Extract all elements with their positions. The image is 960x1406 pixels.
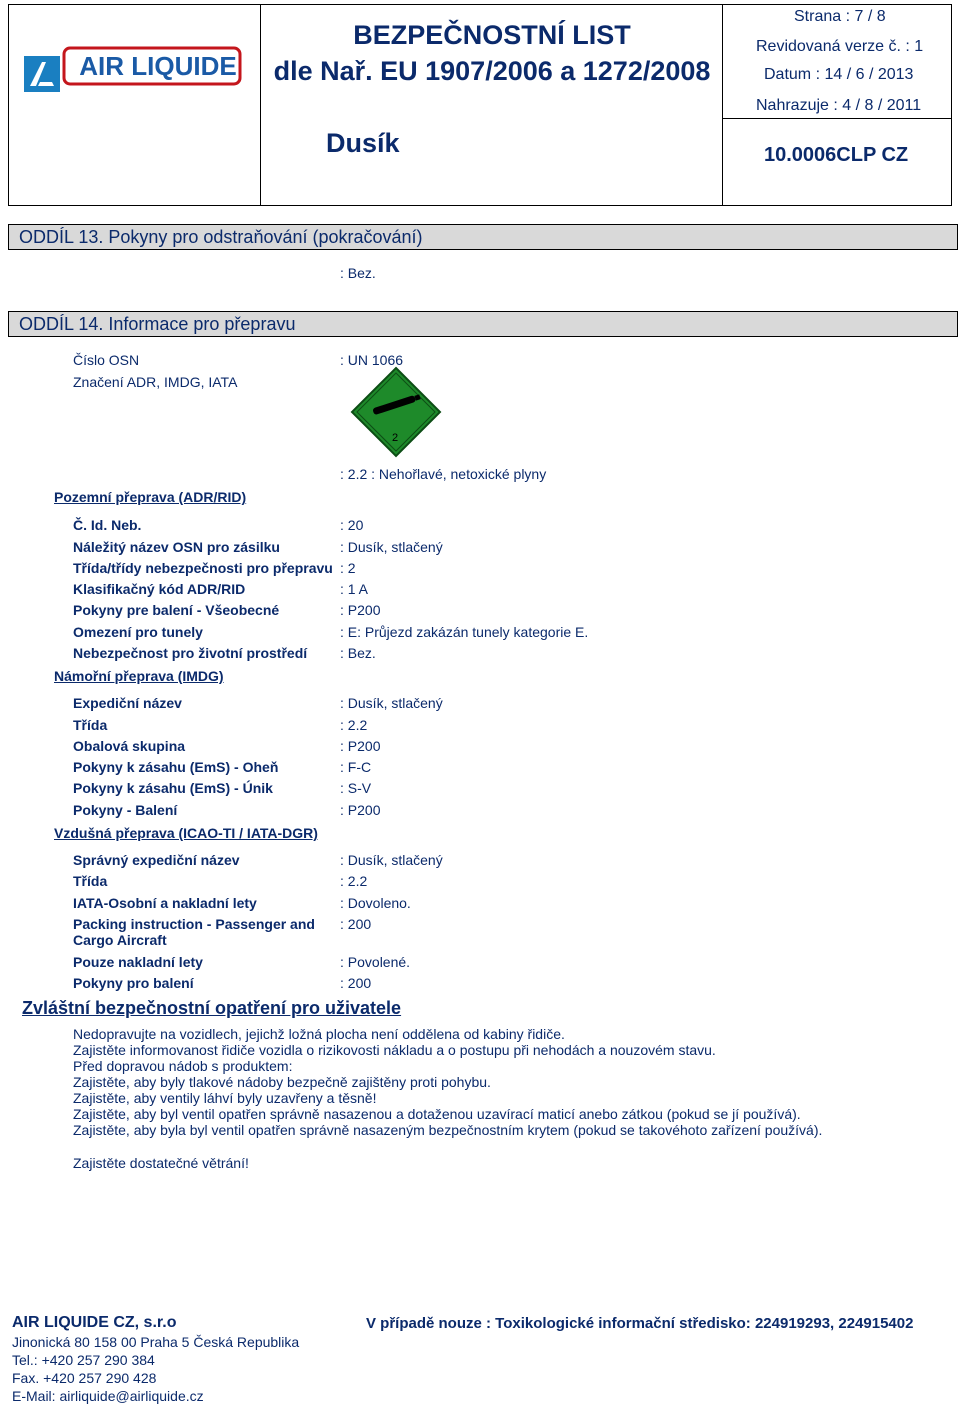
precaution-line: Zajistěte, aby ventily láhví byly uzavřeny a těsně!	[73, 1090, 377, 1106]
precaution-line: Zajistěte, aby byly tlakové nádoby bezpečně zajištěny proti pohybu.	[73, 1074, 491, 1090]
iata-label: Packing instruction - Passenger and	[73, 916, 315, 932]
adr-label: Omezení pro tunely	[73, 624, 203, 640]
header-divider	[722, 4, 723, 206]
iata-label: Správný expediční název	[73, 852, 240, 868]
replaces-date: Nahrazuje : 4 / 8 / 2011	[756, 97, 922, 114]
un-number-label: Číslo OSN	[73, 352, 140, 368]
section-13-heading: ODDÍL 13. Pokyny pro odstraňování (pokračování)	[8, 224, 958, 250]
imdg-value: : P200	[340, 802, 381, 818]
section-14-heading: ODDÍL 14. Informace pro přepravu	[8, 311, 958, 337]
adr-label: Náležitý název OSN pro zásilku	[73, 539, 280, 555]
adr-label: Č. Id. Neb.	[73, 517, 142, 533]
revision-number: Revidovaná verze č. : 1	[756, 38, 924, 55]
marking-label: Značení ADR, IMDG, IATA	[73, 374, 238, 390]
document-title: BEZPEČNOSTNÍ LIST	[353, 20, 631, 50]
imdg-label: Obalová skupina	[73, 738, 186, 754]
section-13-value: : Bez.	[340, 265, 376, 281]
footer-email: E-Mail: airliquide@airliquide.cz	[12, 1388, 204, 1404]
imdg-value: : S-V	[340, 780, 372, 796]
adr-value: : P200	[340, 602, 381, 618]
adr-label: Pokyny pre balení - Všeobecné	[73, 602, 280, 618]
iata-label: Pouze nakladní lety	[73, 954, 203, 970]
imdg-value: : 2.2	[340, 717, 368, 733]
iata-label: Pokyny pro balení	[73, 975, 194, 991]
precaution-line: Zajistěte, aby byl ventil opatřen správně nasazenou a dotaženou uzavírací maticí anebo zátkou (pokud se jí používá).	[73, 1106, 801, 1122]
adr-label: Klasifikačný kód ADR/RID	[73, 581, 246, 597]
imdg-value: : Dusík, stlačený	[340, 695, 443, 711]
iata-value: : 200	[340, 916, 372, 932]
diamond-class-number: 2	[392, 432, 399, 444]
logo-text: AIR LIQUIDE	[79, 51, 237, 81]
adr-value: : Bez.	[340, 645, 376, 661]
imdg-label: Expediční název	[73, 695, 182, 711]
footer-company: AIR LIQUIDE CZ, s.r.o	[12, 1314, 177, 1331]
iata-label-continued: Cargo Aircraft	[73, 932, 167, 948]
adr-value: : 2	[340, 560, 356, 576]
footer-fax: Fax. +420 257 290 428	[12, 1370, 157, 1386]
iata-value: : Dovoleno.	[340, 895, 411, 911]
imdg-label: Pokyny k zásahu (EmS) - Oheň	[73, 759, 279, 775]
imdg-value: : F-C	[340, 759, 372, 775]
precaution-line: Zajistěte informovanost řidiče vozidla o rizikovosti nákladu a o postupu při nehodách a nouzovém stavu.	[73, 1042, 716, 1058]
header-divider	[260, 4, 261, 206]
iata-heading: Vzdušná přeprava (ICAO-TI / IATA-DGR)	[54, 825, 318, 841]
imdg-heading: Námořní přeprava (IMDG)	[54, 668, 224, 684]
page-number: Strana : 7 / 8	[794, 8, 886, 25]
imdg-label: Pokyny - Balení	[73, 802, 178, 818]
adr-label: Třída/třídy nebezpečnosti pro přepravu	[73, 560, 333, 576]
footer-address: Jinonická 80 158 00 Praha 5 Česká Republika	[12, 1334, 300, 1350]
product-name: Dusík	[326, 128, 400, 158]
adr-label: Nebezpečnost pro životní prostředí	[73, 645, 308, 661]
special-precautions-heading: Zvláštní bezpečnostní opatření pro uživatele	[22, 998, 402, 1018]
hazard-label-diamond	[350, 366, 442, 458]
iata-label: IATA-Osobní a nakladní lety	[73, 895, 257, 911]
adr-value: : 1 A	[340, 581, 369, 597]
adr-heading: Pozemní přeprava (ADR/RID)	[54, 489, 247, 505]
marking-value: : 2.2 : Nehořlavé, netoxické plyny	[340, 466, 547, 482]
adr-value: : Dusík, stlačený	[340, 539, 443, 555]
footer-phone: Tel.: +420 257 290 384	[12, 1352, 155, 1368]
company-logo	[20, 32, 250, 102]
iata-value: : 2.2	[340, 873, 368, 889]
revision-date: Datum : 14 / 6 / 2013	[764, 66, 914, 83]
iata-value: : Dusík, stlačený	[340, 852, 443, 868]
iata-value: : 200	[340, 975, 372, 991]
adr-value: : 20	[340, 517, 364, 533]
un-number-value: : UN 1066	[340, 352, 404, 368]
footer-emergency: V případě nouze : Toxikologické informační středisko: 224919293, 224915402	[366, 1315, 914, 1332]
imdg-label: Třída	[73, 717, 108, 733]
header-divider	[722, 118, 952, 119]
gas-cylinder-icon	[350, 366, 442, 458]
iata-label: Třída	[73, 873, 108, 889]
imdg-value: : P200	[340, 738, 381, 754]
adr-value: : E: Průjezd zakázán tunely kategorie E.	[340, 624, 589, 640]
iata-value: : Povolené.	[340, 954, 411, 970]
precaution-line: Zajistěte, aby byla byl ventil opatřen správně nasazeným bezpečnostním krytem (pokud se takovéhoto zařízení používá).	[73, 1122, 823, 1138]
document-code: 10.0006CLP CZ	[764, 144, 909, 166]
ventilation-note: Zajistěte dostatečné větrání!	[73, 1155, 249, 1171]
imdg-label: Pokyny k zásahu (EmS) - Únik	[73, 780, 273, 796]
precaution-line: Před dopravou nádob s produktem:	[73, 1058, 293, 1074]
precaution-line: Nedopravujte na vozidlech, jejichž ložná plocha není oddělena od kabiny řidiče.	[73, 1026, 565, 1042]
regulation-title: dle Nař. EU 1907/2006 a 1272/2008	[273, 56, 711, 86]
